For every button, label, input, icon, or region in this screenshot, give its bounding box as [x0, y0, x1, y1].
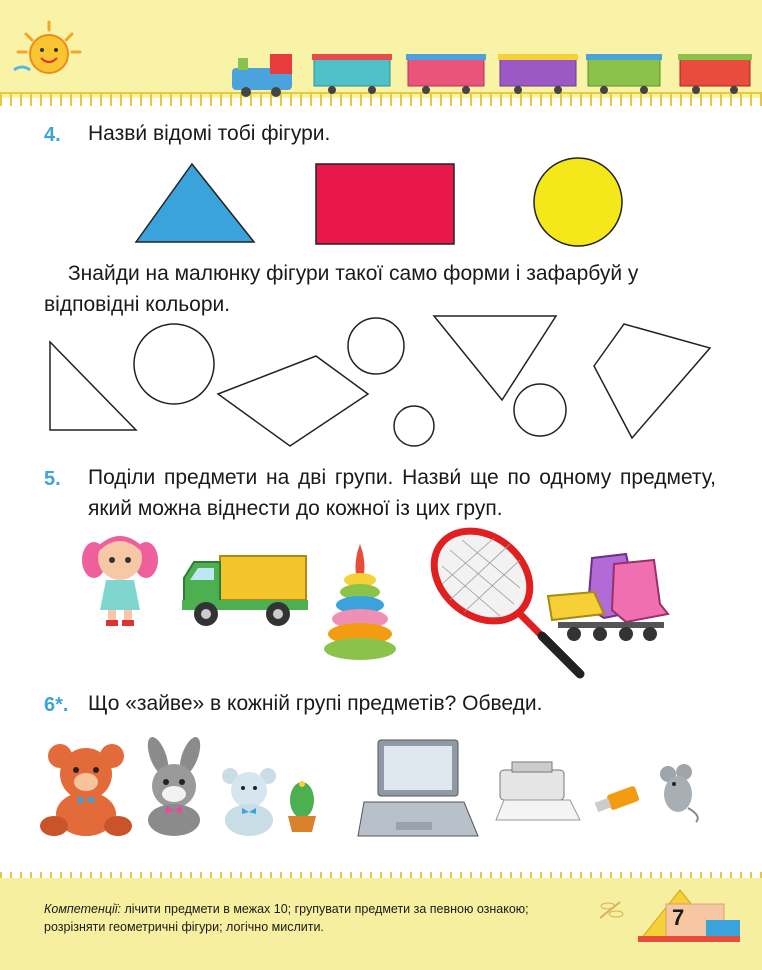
dragonfly-icon	[596, 898, 626, 922]
competencies-label: Компетенції:	[44, 902, 121, 916]
teddy-bear-icon	[38, 742, 134, 838]
roller-skates-icon	[544, 548, 670, 644]
outline-rhombus	[218, 356, 368, 446]
truck-icon	[180, 552, 310, 632]
usb-stick-icon	[592, 786, 642, 816]
outline-shapes	[40, 310, 720, 450]
task-4-instruction: Знайди на малюнку фігури такої само форми і зафарбуй у відповідні кольори.	[44, 262, 639, 316]
blue-triangle	[136, 164, 254, 242]
outline-circle-4	[514, 384, 566, 436]
outline-quadrilateral	[594, 324, 710, 438]
sun-icon	[14, 18, 84, 78]
page-number: 7	[672, 905, 685, 930]
laptop-icon	[356, 736, 480, 840]
task-5-number: 5.	[44, 468, 61, 490]
small-bear-icon	[216, 766, 282, 838]
outline-triangle-1	[50, 342, 136, 430]
cactus-icon	[284, 780, 320, 834]
train-icon	[228, 46, 758, 98]
competencies-text: лічити предмети в межах 10; групувати предмети за певною ознакою; розрізняти геометричні фігури; логічно мислити.	[44, 902, 529, 934]
outline-circle-1	[134, 324, 214, 404]
task-6-number: 6*.	[44, 694, 69, 716]
page-number-blocks	[636, 884, 746, 944]
outline-circle-3	[394, 406, 434, 446]
doll-icon	[74, 530, 166, 630]
red-rectangle	[316, 164, 454, 244]
bunny-toy-icon	[134, 740, 214, 838]
outline-triangle-2	[434, 316, 556, 400]
computer-mouse-icon	[656, 764, 710, 824]
task-4-prompt: Назви́ відомі тобі фігури.	[88, 122, 331, 145]
pyramid-toy-icon	[320, 540, 400, 662]
printer-icon	[490, 760, 580, 822]
task-6-prompt: Що «зайве» в кожній групі предметів? Обведи.	[88, 692, 543, 715]
task-5-prompt: Поділи предмети на дві групи. Назви́ ще по одному предмету, який можна віднести до кожної із цих груп.	[88, 466, 716, 520]
yellow-circle	[534, 158, 622, 246]
competencies-note	[44, 900, 564, 936]
task-4-number: 4.	[44, 124, 61, 146]
sample-shapes	[130, 158, 640, 248]
outline-circle-2	[348, 318, 404, 374]
